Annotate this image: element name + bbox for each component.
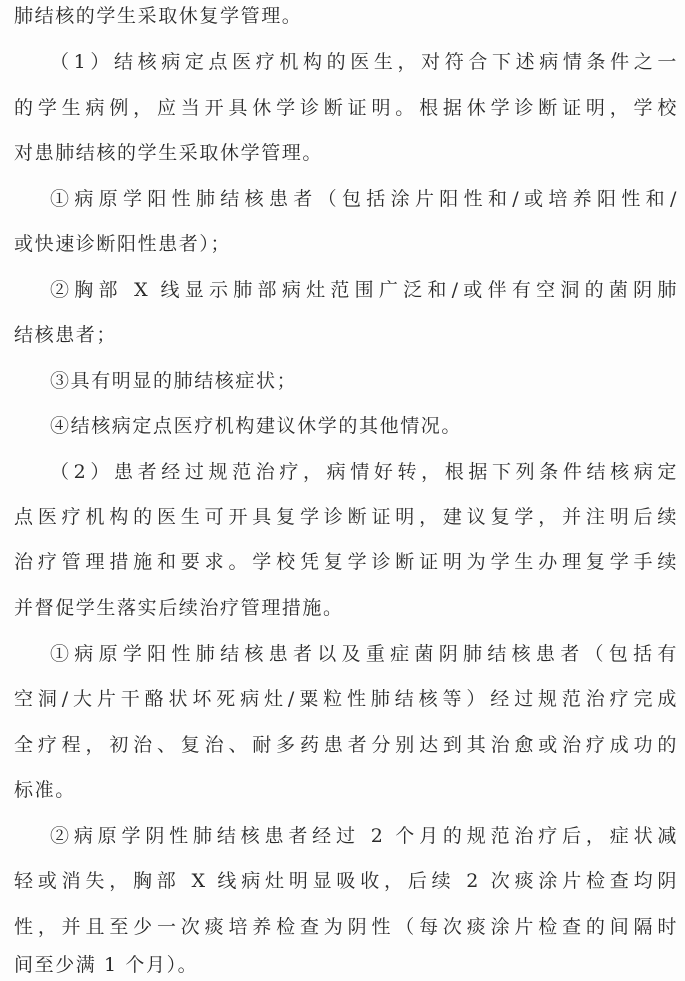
text-line: 结核患者；	[14, 324, 118, 346]
text-line: ②病原学阴性肺结核患者经过 2 个月的规范治疗后，症状减	[50, 825, 678, 847]
text-line: 治疗管理措施和要求。学校凭复学诊断证明为学生办理复学手续	[14, 551, 678, 573]
text-line: 对患肺结核的学生采取休学管理。	[14, 142, 324, 164]
text-line: 并督促学生落实后续治疗管理措施。	[14, 597, 344, 619]
text-line: 间至少满 1 个月）。	[14, 954, 199, 976]
text-line: 标准。	[14, 779, 76, 801]
text-line: 全疗程，初治、复治、耐多药患者分别达到其治愈或治疗成功的	[14, 734, 678, 756]
text-line: 肺结核的学生采取休复学管理。	[14, 5, 303, 27]
text-line: ①病原学阳性肺结核患者以及重症菌阴肺结核患者（包括有	[50, 643, 678, 665]
text-line: ②胸部 X 线显示肺部病灶范围广泛和/或伴有空洞的菌阴肺	[50, 279, 678, 301]
text-line: （1）结核病定点医疗机构的医生，对符合下述病情条件之一	[50, 51, 678, 73]
text-line: ④结核病定点医疗机构建议休学的其他情况。	[50, 415, 463, 437]
text-line: 轻或消失，胸部 X 线病灶明显吸收，后续 2 次痰涂片检查均阴	[14, 870, 678, 892]
text-line: 空洞/大片干酪状坏死病灶/粟粒性肺结核等）经过规范治疗完成	[14, 688, 678, 710]
text-line: 性，并且至少一次痰培养检查为阴性（每次痰涂片检查的间隔时	[14, 916, 678, 938]
text-line: 的学生病例，应当开具休学诊断证明。根据休学诊断证明，学校	[14, 97, 678, 119]
text-line: ③具有明显的肺结核症状；	[50, 370, 298, 392]
text-line: ①病原学阳性肺结核患者（包括涂片阳性和/或培养阳性和/	[50, 188, 678, 210]
text-line: 点医疗机构的医生可开具复学诊断证明，建议复学，并注明后续	[14, 506, 678, 528]
text-line: （2）患者经过规范治疗，病情好转，根据下列条件结核病定	[50, 461, 678, 483]
text-line: 或快速诊断阳性患者）；	[14, 233, 232, 255]
